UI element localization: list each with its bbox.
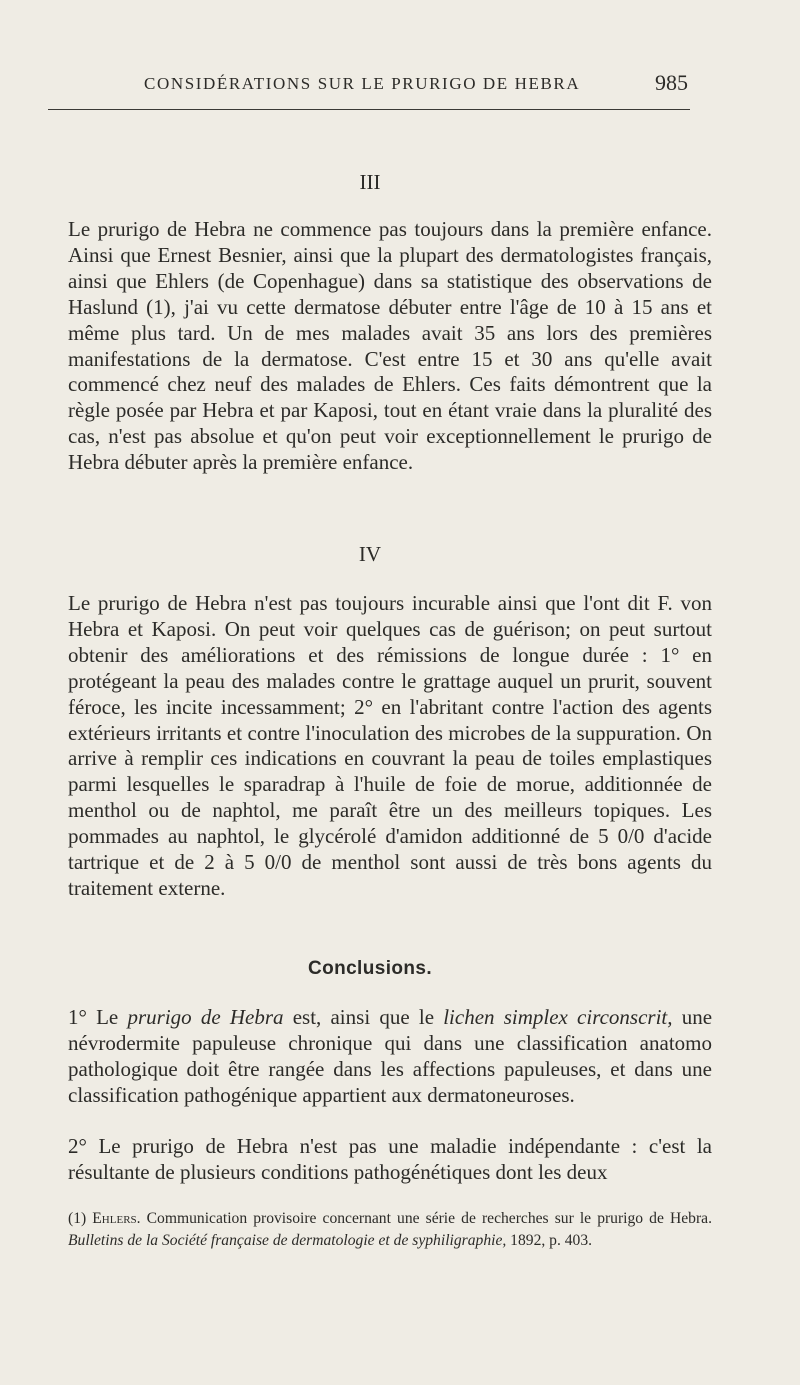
running-head-title: CONSIDÉRATIONS SUR LE PRURIGO DE HEBRA <box>144 74 581 93</box>
conclusion-2-text: Le prurigo de Hebra n'est pas une maladie indépendante : c'est la résultante de plusieurs conditions pathogénétiques dont les deux <box>68 1134 713 1184</box>
footnote-marker: (1) <box>68 1210 87 1227</box>
footnote-journal: Bulletins de la Société française de dermatologie et de syphiligraphie, <box>68 1232 507 1249</box>
conclusion-2-number: 2° <box>68 1134 87 1158</box>
footnote-text: Communication provisoire concernant une série de recherches sur le prurigo de Hebra. <box>146 1210 712 1227</box>
section-heading-iv: IV <box>358 542 382 566</box>
conclusion-1-text-b: est, ainsi que le <box>292 1005 435 1029</box>
conclusion-1-italic-prurigo: prurigo de Hebra <box>127 1005 284 1029</box>
footnote-author: Ehlers. <box>92 1210 141 1227</box>
conclusion-item-1 <box>48 1005 712 1109</box>
section-iii-paragraph: Le prurigo de Hebra ne commence pas toujours dans la première enfance. Ainsi que Ernest Besnier, ainsi que la plupart des dermatologistes français, ainsi que Ehlers (de Copenhague) dans sa statistique des observations de Haslund (1), j'ai vu cette dermatose débuter entre l'âge de 10 à 15 ans et même plus tard. Un de mes malades avait 35 ans lors des premières manifestations de la dermatose. C'est entre 15 et 30 ans qu'elle avait commencé chez neuf des malades de Ehlers. Ces faits démontrent que la règle posée par Hebra et par Kaposi, tout en étant vraie dans la pluralité des cas, n'est pas absolue et qu'on peut voir exceptionnellement le prurigo de Hebra débuter après la première enfance. <box>68 217 712 475</box>
section-iv-paragraph: Le prurigo de Hebra n'est pas toujours incurable ainsi que l'ont dit F. von Hebra et Kaposi. On peut voir quelques cas de guérison; on peut surtout obtenir des améliorations et des rémissions de longue durée : 1° en protégeant la peau des malades contre le grattage auquel un prurit, souvent féroce, les incite incessamment; 2° en l'abritant contre l'action des agents extérieurs irritants et contre l'inoculation des microbes de la suppuration. On arrive à remplir ces indications en couvrant la peau de toiles emplastiques parmi lesquelles le sparadrap à l'huile de foie de morue, additionnée de menthol ou de naphtol, me paraît être un des meilleurs topiques. Les pommades au naphtol, le glycérolé d'amidon additionné de 5 0/0 d'acide tartrique et de 2 à 5 0/0 de menthol sont aussi de très bons agents du traitement externe. <box>68 591 712 900</box>
conclusion-1-text-c: une névrodermite papuleuse chronique qui dans une classification anatomo pathologique doit être rangée dans les affections papuleuses, et dans une classification pathogénique appartient aux dermatoneuroses. <box>68 1005 713 1107</box>
conclusion-1-text-a: Le <box>96 1005 119 1029</box>
header-rule <box>48 109 690 110</box>
conclusion-1-italic-lichen: lichen simplex circonscrit, <box>443 1005 673 1029</box>
conclusion-1-number: 1° <box>68 1005 87 1029</box>
page-number: 985 <box>655 70 688 95</box>
section-heading-iii: III <box>359 170 381 194</box>
footnote-citation: 1892, p. 403. <box>510 1232 593 1249</box>
footnote <box>48 1208 712 1252</box>
conclusions-title: Conclusions. <box>307 958 433 979</box>
conclusion-item-2 <box>48 1134 712 1186</box>
